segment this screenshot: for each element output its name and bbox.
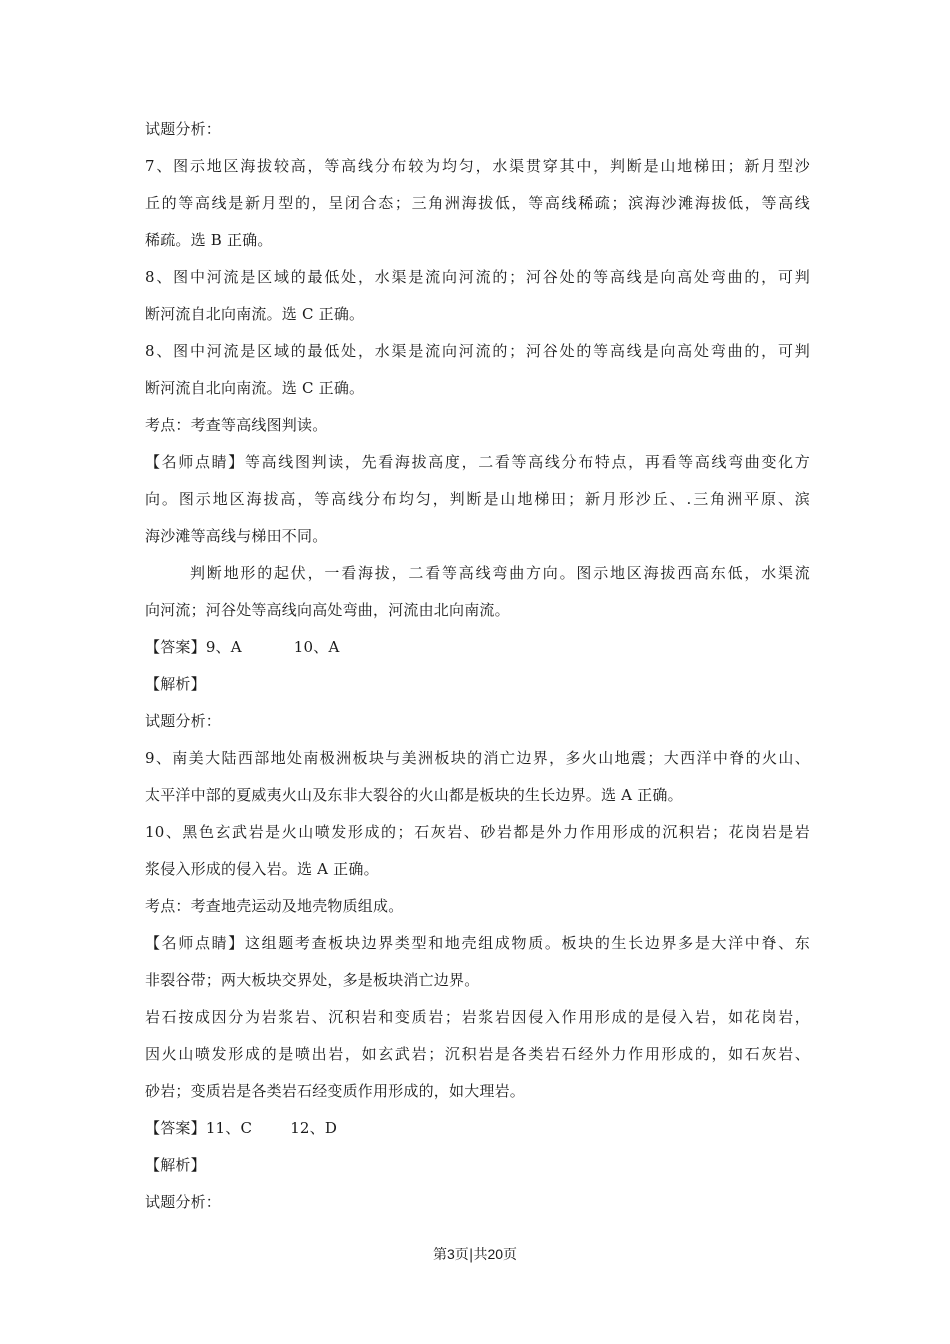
total-pages: 20 [487, 1246, 504, 1262]
mingshi-dianjing: 【名师点睛】等高线图判读，先看海拔高度，二看等高线分布特点，再看等高线弯曲变化方 向。图示地区海拔高，等高线分布均匀，判断是山地梯田；新月形沙丘、.三角洲平原、滨 海沙滩等高线与梯田不同。 [145, 453, 810, 545]
method-tip: 判断地形的起伏，一看海拔，二看等高线弯曲方向。图示地区海拔西高东低，水渠流 向河流；河谷处等高线向高处弯曲，河流由北向南流。 [145, 564, 810, 619]
document-body [145, 118, 810, 1228]
q10-explanation: 10、黑色玄武岩是火山喷发形成的；石灰岩、砂岩都是外力作用形成的沉积岩；花岗岩是岩 浆侵入形成的侵入岩。选 A 正确。 [145, 823, 810, 878]
answer-label: 【答案】 [145, 1119, 206, 1137]
analysis-heading: 试题分析： [145, 1193, 222, 1211]
answer-line [145, 1117, 810, 1139]
answer-9: 9、A [205, 638, 242, 656]
answer-10: 10、A [293, 638, 340, 656]
analysis-heading: 试题分析： [145, 712, 222, 730]
page-footer: 第3页|共20页 [432, 1246, 518, 1263]
page-number: 3 [446, 1246, 455, 1262]
analysis-heading: 试题分析： [145, 120, 222, 138]
q8-explanation: 8、图中河流是区域的最低处，水渠是流向河流的；河谷处的等高线是向高处弯曲的，可判 断河流自北向南流。选 C 正确。 [145, 268, 810, 323]
jiexi-label: 【解析】 [145, 675, 206, 693]
kaodian: 考点：考查等高线图判读。 [145, 416, 328, 434]
answer-11: 11、C [205, 1119, 253, 1137]
q8-explanation-repeat: 8、图中河流是区域的最低处，水渠是流向河流的；河谷处的等高线是向高处弯曲的，可判 断河流自北向南流。选 C 正确。 [145, 342, 810, 397]
mingshi-dianjing: 【名师点睛】这组题考查板块边界类型和地壳组成物质。板块的生长边界多是大洋中脊、东 非裂谷带；两大板块交界处，多是板块消亡边界。 [145, 934, 810, 989]
jiexi-label: 【解析】 [145, 1156, 206, 1174]
answer-line [145, 636, 810, 658]
q9-explanation: 9、南美大陆西部地处南极洲板块与美洲板块的消亡边界，多火山地震；大西洋中脊的火山、 太平洋中部的夏威夷火山及东非大裂谷的火山都是板块的生长边界。选 A 正确。 [145, 749, 810, 804]
rock-classification-note: 岩石按成因分为岩浆岩、沉积岩和变质岩；岩浆岩因侵入作用形成的是侵入岩，如花岗岩， 因火山喷发形成的是喷出岩，如玄武岩；沉积岩是各类岩石经外力作用形成的，如石灰岩、 砂岩；变质岩是各类岩石经变质作用形成的，如大理岩。 [145, 1008, 810, 1100]
q7-explanation: 7、图示地区海拔较高，等高线分布较为均匀，水渠贯穿其中，判断是山地梯田；新月型沙 丘的等高线是新月型的，呈闭合态；三角洲海拔低，等高线稀疏；滨海沙滩海拔低，等高线 稀疏。选 B 正确。 [145, 157, 810, 249]
kaodian: 考点：考查地壳运动及地壳物质组成。 [145, 897, 404, 915]
answer-12: 12、D [290, 1119, 338, 1137]
answer-label: 【答案】 [145, 638, 206, 656]
